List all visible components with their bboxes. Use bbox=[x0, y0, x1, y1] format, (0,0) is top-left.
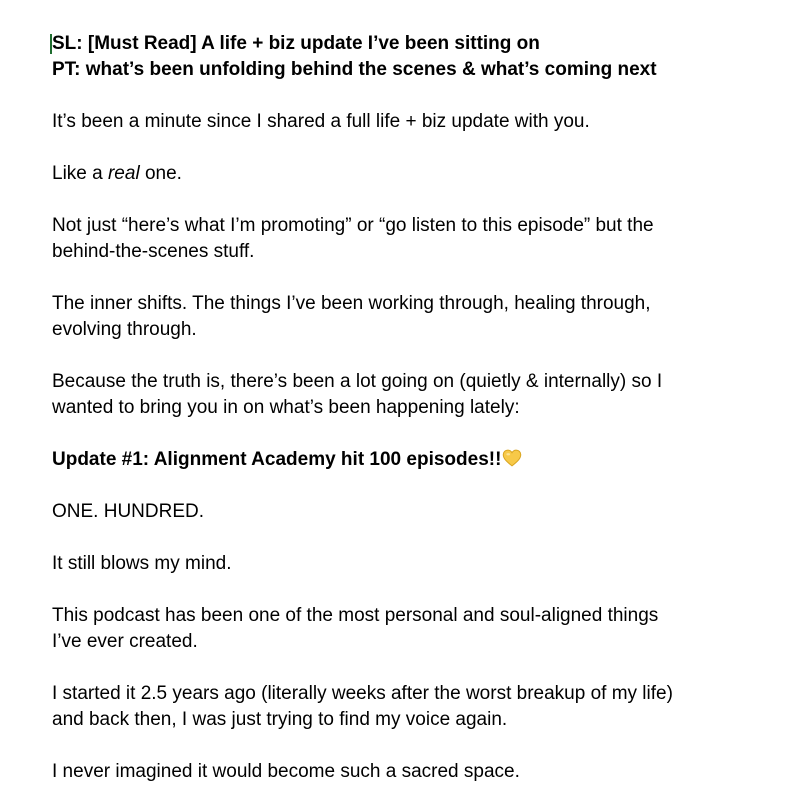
paragraph-9-line-2: and back then, I was just trying to find my voice again. bbox=[52, 709, 508, 730]
subject-line bbox=[52, 31, 752, 57]
paragraph-5-line-2: wanted to bring you in on what’s been happening lately: bbox=[52, 397, 520, 418]
document-body[interactable] bbox=[52, 31, 752, 785]
paragraph-2-start: Like a bbox=[52, 163, 108, 184]
yellow-heart-icon bbox=[502, 448, 522, 468]
preview-text: PT: what’s been unfolding behind the scenes & what’s coming next bbox=[52, 59, 657, 80]
paragraph-7: It still blows my mind. bbox=[52, 553, 232, 574]
paragraph-4-line-1: The inner shifts. The things I’ve been working through, healing through, bbox=[52, 293, 651, 314]
paragraph-2-italic: real bbox=[107, 163, 140, 184]
paragraph-8-line-1: This podcast has been one of the most personal and soul-aligned things bbox=[52, 605, 659, 626]
paragraph-1: It’s been a minute since I shared a full life + biz update with you. bbox=[52, 111, 590, 132]
paragraph-6: ONE. HUNDRED. bbox=[52, 501, 205, 522]
paragraph-10: I never imagined it would become such a sacred space. bbox=[52, 761, 520, 782]
paragraph-4-line-2: evolving through. bbox=[52, 319, 197, 340]
paragraph-2 bbox=[52, 161, 752, 187]
paragraph-3-line-1: Not just “here’s what I’m promoting” or “go listen to this episode” but the bbox=[52, 215, 654, 236]
text-cursor bbox=[50, 34, 52, 54]
subject-line-text: SL: [Must Read] A life + biz update I’ve been sitting on bbox=[52, 33, 540, 54]
update-heading-text: Update #1: Alignment Academy hit 100 episodes!! bbox=[52, 449, 502, 470]
paragraph-5-line-1: Because the truth is, there’s been a lot going on (quietly & internally) so I bbox=[52, 371, 663, 392]
paragraph-8-line-2: I’ve ever created. bbox=[52, 631, 198, 652]
paragraph-3-line-2: behind-the-scenes stuff. bbox=[52, 241, 255, 262]
paragraph-9-line-1: I started it 2.5 years ago (literally weeks after the worst breakup of my life) bbox=[52, 683, 673, 704]
paragraph-2-end: one. bbox=[139, 163, 182, 184]
update-heading bbox=[52, 447, 752, 473]
